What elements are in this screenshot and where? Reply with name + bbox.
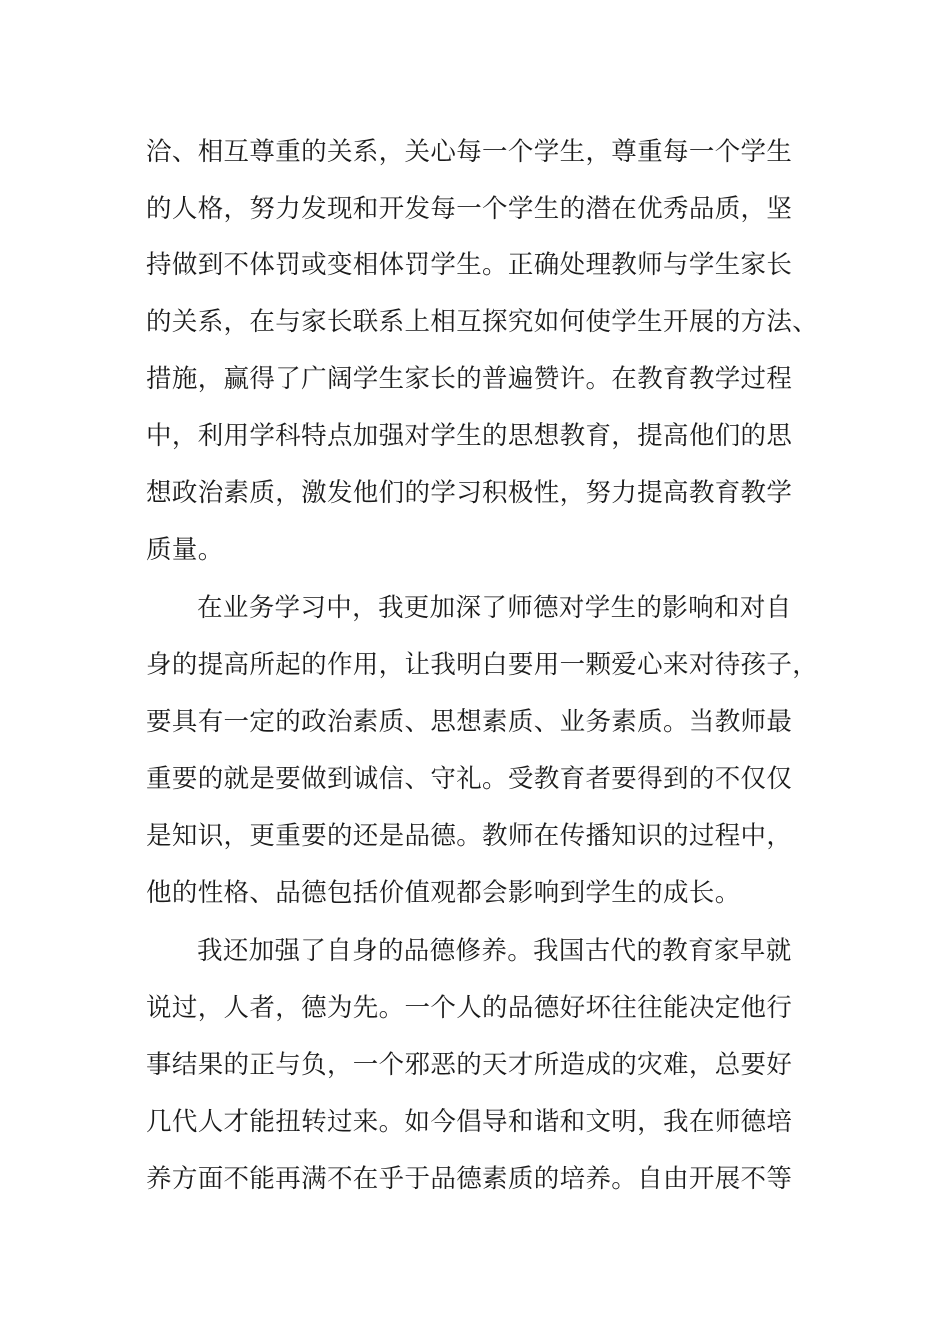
text-line: 的人格，努力发现和开发每一个学生的潜在优秀品质，坚 xyxy=(146,194,793,224)
text-line: 他的性格、品德包括价值观都会影响到学生的成长。 xyxy=(146,878,741,908)
paragraph-first-line: 我还加强了自身的品德修养。我国古代的教育家早就 xyxy=(197,936,792,966)
text-line: 重要的就是要做到诚信、守礼。受教育者要得到的不仅仅 xyxy=(146,764,793,794)
text-line: 洽、相互尊重的关系，关心每一个学生，尊重每一个学生 xyxy=(146,137,793,167)
text-line: 想政治素质，激发他们的学习积极性，努力提高教育教学 xyxy=(146,478,793,508)
text-line: 是知识，更重要的还是品德。教师在传播知识的过程中， xyxy=(146,821,793,851)
text-line: 措施，赢得了广阔学生家长的普遍赞许。在教育教学过程 xyxy=(146,364,793,394)
text-line: 养方面不能再满不在乎于品德素质的培养。自由开展不等 xyxy=(146,1164,793,1194)
text-line: 质量。 xyxy=(146,535,224,565)
text-line: 几代人才能扭转过来。如今倡导和谐和文明，我在师德培 xyxy=(146,1107,793,1137)
text-line: 事结果的正与负，一个邪恶的天才所造成的灾难，总要好 xyxy=(146,1050,793,1080)
text-line: 身的提高所起的作用，让我明白要用一颗爱心来对待孩子， xyxy=(146,650,819,680)
text-line: 要具有一定的政治素质、思想素质、业务素质。当教师最 xyxy=(146,707,793,737)
text-line: 中，利用学科特点加强对学生的思想教育，提高他们的思 xyxy=(146,421,793,451)
text-line: 的关系，在与家长联系上相互探究如何使学生开展的方法、 xyxy=(146,307,819,337)
text-line: 说过，人者，德为先。一个人的品德好坏往往能决定他行 xyxy=(146,993,793,1023)
paragraph-first-line: 在业务学习中，我更加深了师德对学生的影响和对自 xyxy=(197,593,792,623)
text-line: 持做到不体罚或变相体罚学生。正确处理教师与学生家长 xyxy=(146,250,793,280)
